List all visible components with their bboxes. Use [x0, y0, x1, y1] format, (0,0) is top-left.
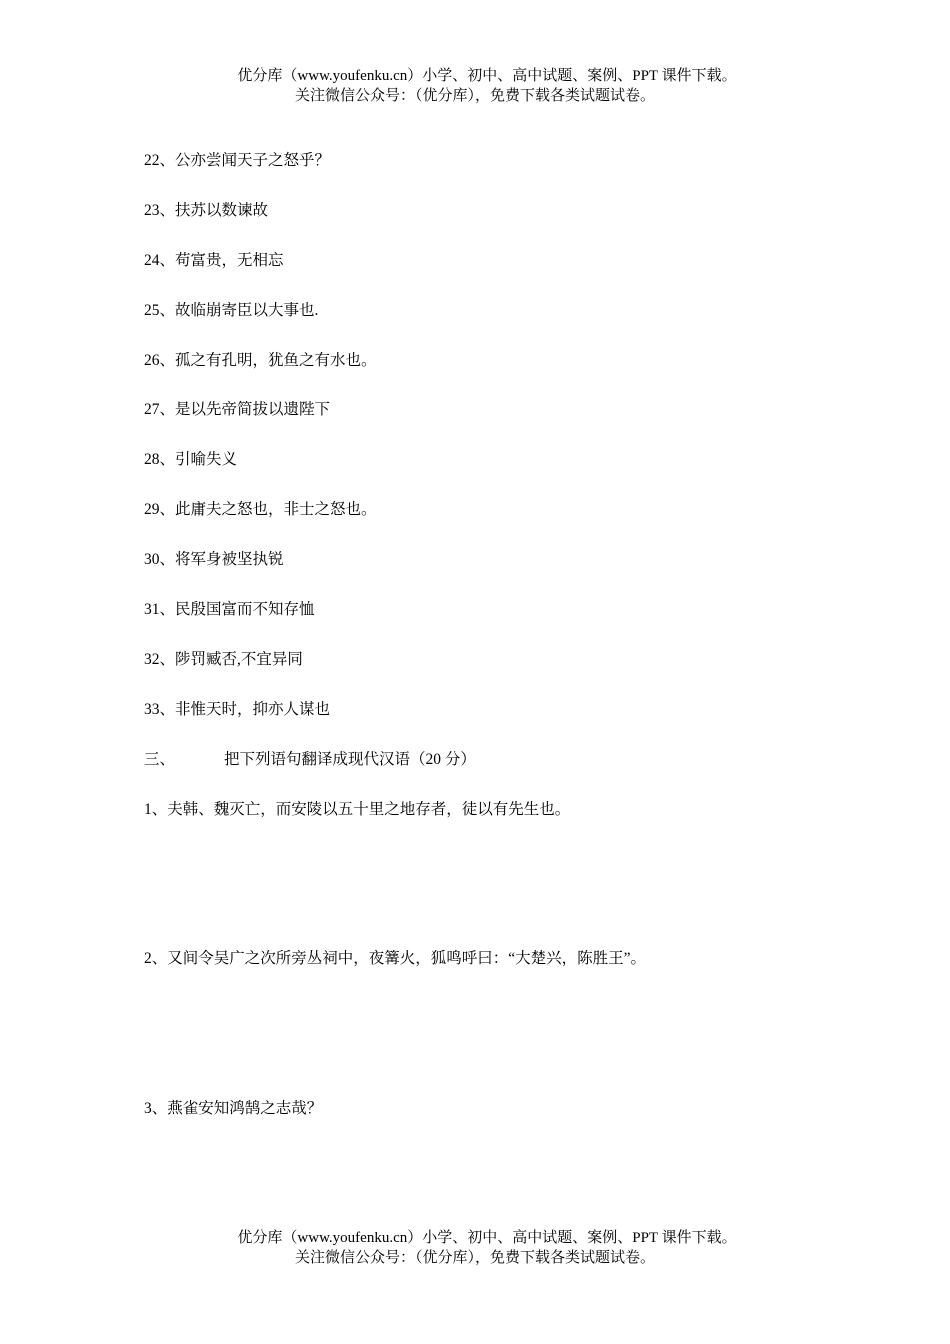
- translation-1: 1、夫韩、魏灭亡，而安陵以五十里之地存者，徒以有先生也。: [144, 801, 571, 818]
- translation-3: 3、燕雀安知鸿鹄之志哉？: [144, 1100, 323, 1117]
- section-number: 三、: [144, 751, 176, 768]
- section-title: 把下列语句翻译成现代汉语（20 分）: [224, 751, 476, 768]
- section-heading: [144, 750, 476, 770]
- question-29: 29、此庸夫之怒也，非士之怒也。: [144, 501, 377, 518]
- question-27: 27、是以先帝简拔以遗陛下: [144, 401, 331, 418]
- question-24: 24、苟富贵，无相忘: [144, 252, 284, 269]
- question-31: 31、民殷国富而不知存恤: [144, 601, 315, 618]
- header-line-1: 优分库（www.youfenku.cn）小学、初中、高中试题、案例、PPT 课件下载。: [237, 68, 737, 84]
- footer-line-1: 优分库（www.youfenku.cn）小学、初中、高中试题、案例、PPT 课件下载。: [237, 1230, 737, 1246]
- page-footer: [0, 1228, 950, 1268]
- page-header: [0, 66, 950, 106]
- question-30: 30、将军身被坚执锐: [144, 551, 284, 568]
- question-22: 22、公亦尝闻天子之怒乎？: [144, 152, 331, 169]
- question-28: 28、引喻失义: [144, 451, 238, 468]
- translation-2: 2、又间令吴广之次所旁丛祠中，夜篝火，狐鸣呼曰：“大楚兴，陈胜王”。: [144, 950, 647, 967]
- header-line-2: 关注微信公众号：（优分库），免费下载各类试题试卷。: [294, 88, 655, 104]
- question-33: 33、非惟天时，抑亦人谋也: [144, 701, 331, 718]
- question-26: 26、孤之有孔明，犹鱼之有水也。: [144, 352, 377, 369]
- question-23: 23、扶苏以数谏故: [144, 202, 269, 219]
- question-25: 25、故临崩寄臣以大事也.: [144, 302, 319, 319]
- question-32: 32、陟罚臧否,不宜异同: [144, 651, 303, 668]
- footer-line-2: 关注微信公众号：（优分库），免费下载各类试题试卷。: [294, 1250, 655, 1266]
